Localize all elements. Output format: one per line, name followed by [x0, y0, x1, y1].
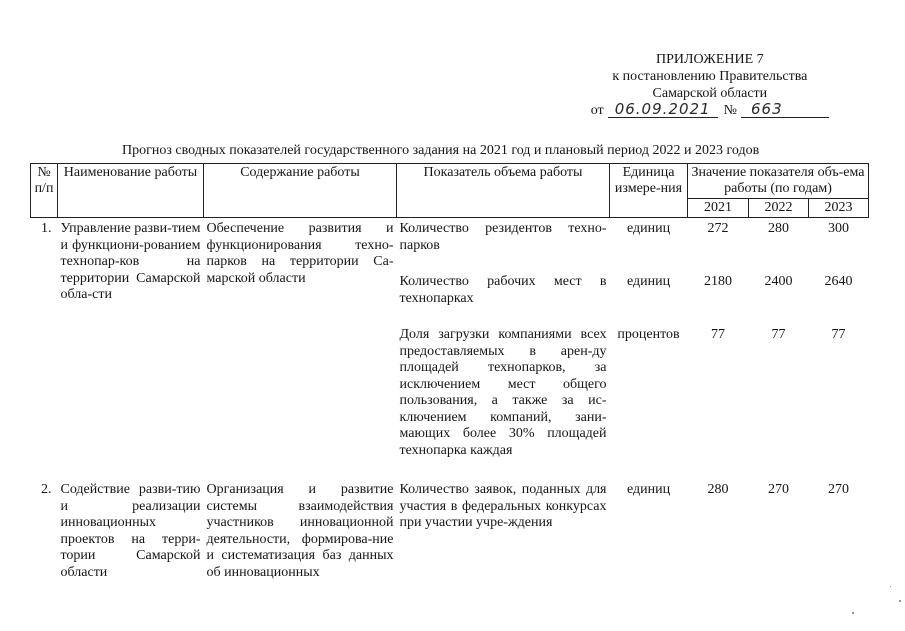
indicator-text: Количество заявок, поданных для участия в федеральных конкурсах при участии учре-ждения: [399, 482, 607, 530]
value-2021: 272: [707, 221, 729, 236]
value-2022: 280: [768, 221, 789, 236]
indicator-unit: единиц: [626, 274, 671, 289]
from-label: от: [590, 103, 604, 118]
value-2022: 2400: [764, 274, 793, 289]
value-2023: 300: [828, 221, 850, 236]
header-value-group: Значение показателя объ-ема работы (по годам): [688, 164, 869, 199]
appendix-line-2: Самарской области: [652, 86, 768, 101]
header-num: № п/п: [31, 164, 58, 218]
value-2023: 270: [828, 482, 850, 497]
handwritten-date: 06.09.2021: [608, 102, 718, 118]
document-title: Прогноз сводных показателей государственного задания на 2021 год и плановый период 2022 и 2023 годов: [122, 143, 760, 158]
row-name: Содействие разви-тию и реализации инновационных проектов на терри-тории Самарской области: [60, 482, 201, 580]
header-year-2022: 2022: [749, 199, 809, 218]
indicator-unit: процентов: [617, 327, 680, 342]
indicator-text: Доля загрузки компаниями всех предоставляемых в арен-ду площадей технопарков, за исключением мест общего пользования, а также за ис-ключением компаний, зани-мающих более 30% площадей технопарка каждая: [399, 327, 607, 458]
value-2021: 77: [711, 327, 725, 342]
indicator-text: Количество рабочих мест в технопарках: [399, 274, 607, 306]
row-content: Организация и развитие системы взаимодействия участников инновационной деятельности, формирова-ние и систематизация баз данных об инновационных: [206, 482, 394, 580]
indicator-unit: единиц: [626, 482, 671, 497]
table-row: [31, 479, 869, 581]
header-indicator: Показатель объема работы: [397, 164, 610, 218]
table-body: [31, 218, 869, 582]
row-num: 1.: [41, 221, 52, 236]
indicator-text: Количество резидентов техно-парков: [399, 221, 607, 253]
appendix-signature-line: [591, 102, 829, 119]
table-header: [31, 164, 869, 218]
value-2021: 2180: [704, 274, 732, 289]
value-2022: 270: [768, 482, 789, 497]
row-name: Управление разви-тием и функциони-рованием технопар-ков на территории Самарской обла-сти: [60, 221, 201, 302]
scan-speck: [899, 600, 901, 602]
indicators-table: [30, 163, 869, 581]
value-2023: 2640: [824, 274, 853, 289]
header-content: Содержание работы: [204, 164, 397, 218]
scan-speck: [890, 586, 891, 587]
row-num: 2.: [41, 482, 52, 497]
header-year-2023: 2023: [809, 199, 869, 218]
table-row: [31, 218, 869, 272]
row-content: Обеспечение развития и функционирования техно-парков на территории Са-марской области: [206, 221, 394, 286]
handwritten-number: 663: [741, 102, 829, 118]
scan-speck: [852, 612, 854, 614]
value-2023: 77: [831, 327, 846, 342]
number-label: №: [723, 103, 737, 118]
header-name: Наименование работы: [58, 164, 204, 218]
appendix-block: [591, 51, 829, 119]
value-2021: 280: [707, 482, 729, 497]
indicator-unit: единиц: [626, 221, 671, 236]
header-year-2021: 2021: [688, 199, 749, 218]
value-2022: 77: [771, 327, 786, 342]
appendix-title: ПРИЛОЖЕНИЕ 7: [656, 52, 764, 67]
header-unit: Единица измере-ния: [610, 164, 688, 218]
appendix-line-1: к постановлению Правительства: [612, 69, 808, 84]
